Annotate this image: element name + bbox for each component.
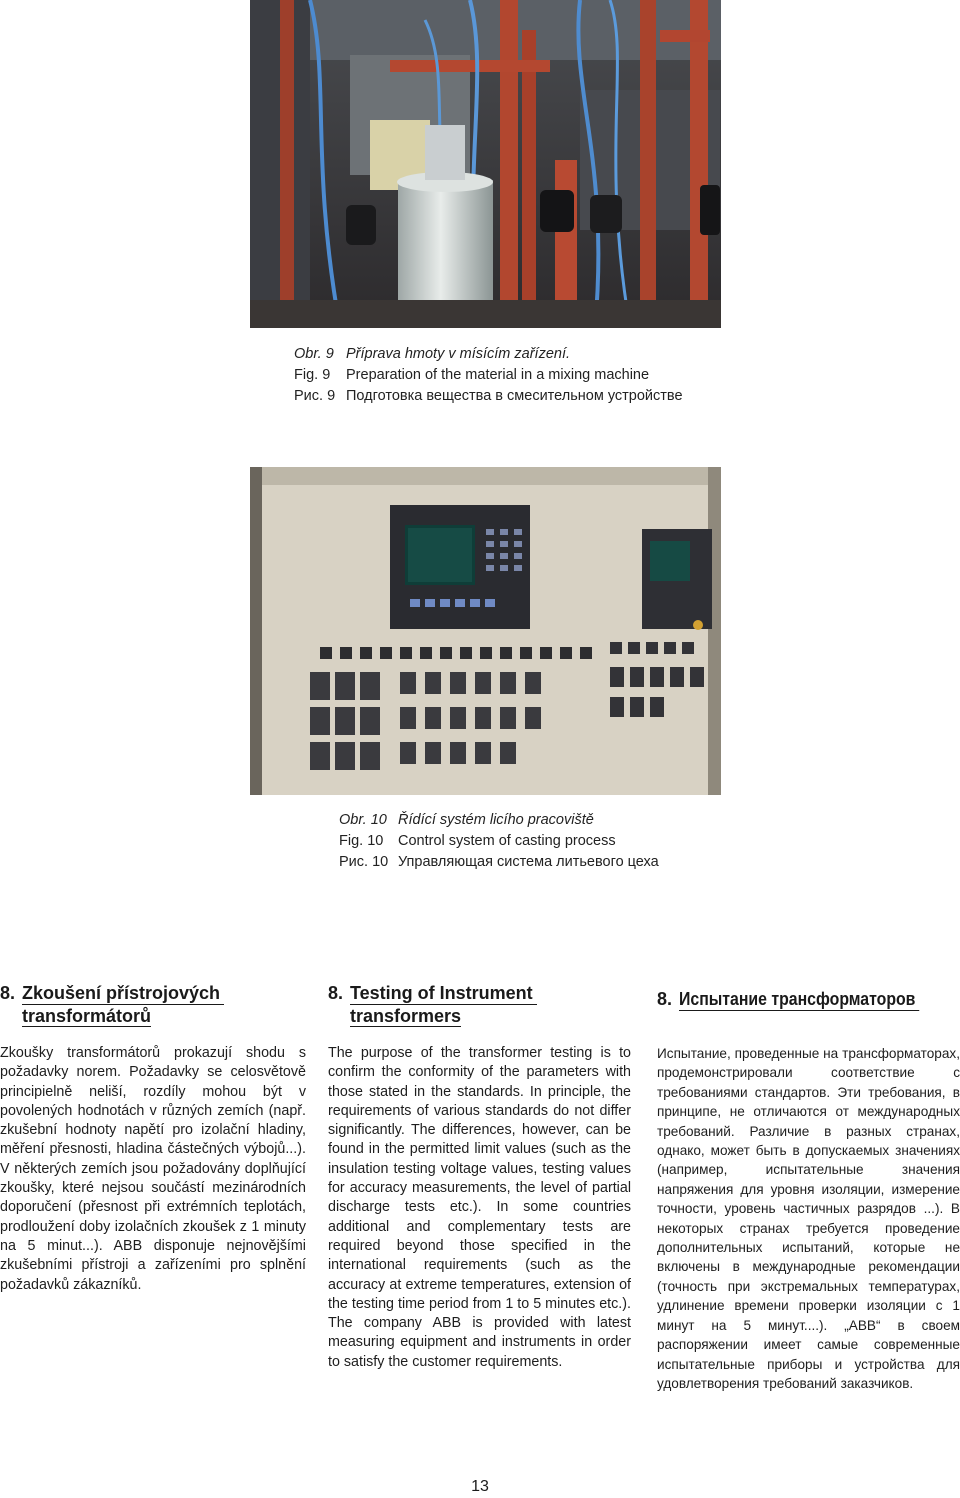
caption-label: Obr. 9 bbox=[294, 346, 334, 362]
control-panel-photo bbox=[250, 467, 721, 795]
section-number: 8. bbox=[328, 983, 344, 1003]
figure-9-caption bbox=[294, 344, 683, 407]
caption-row-ru bbox=[294, 386, 683, 407]
section-number: 8. bbox=[0, 983, 16, 1003]
section-title-line1: Испытание трансформаторов bbox=[679, 988, 919, 1011]
mixing-machine-photo bbox=[250, 0, 721, 328]
section-body-ru: Испытание, проведенные на трансформаторах, продемонстрировали соответствие с требованиями стандартов. Эти требования, в принципе, не отличаются от международных требований. Различие в разных странах, однако, может быть в допускаемых значениях (например, испытательные значения напряжения для уровня изоляции, измерение точности, уровень частичных разрядов ...). В некоторых странах требуется проведение дополнительных испытаний, которые не включены в международные рекомендации (точность при экстремальных температурах, удлинение времени проверки изоляции с 1 минут на 5 минут....). „ABB“ в своем распоряжении имеет самые современные испытательные приборы и устройства для удовлетворения требований заказчиков. bbox=[657, 1046, 960, 1391]
section-body-en: The purpose of the transformer testing is to confirm the conformity of the parameters with those stated in the standards. In principle, the requirements of various standards do not differ significantly. The differences, however, can be found in the permitted limit values (such as the insulation testing voltage values, testing values for accuracy measurements, the level of partial discharge tests etc.). In some countries additional and complementary tests are required beyond those specified in the international requirements (such as the accuracy at extreme temperatures, extension of the testing time period from 1 to 5 minutes etc.). The company ABB is provided with latest measuring equipment and instruments in order to satisfy the customer requirements. bbox=[328, 1045, 631, 1370]
section-title-line2: transformátorů bbox=[22, 1006, 152, 1026]
caption-text: Подготовка вещества в смесительном устройстве bbox=[346, 388, 683, 404]
caption-label: Fig. 10 bbox=[339, 833, 384, 849]
caption-text: Управляющая система литьевого цеха bbox=[398, 854, 659, 870]
caption-text: Control system of casting process bbox=[398, 833, 616, 849]
caption-text: Preparation of the material in a mixing machine bbox=[346, 367, 650, 383]
caption-label: Fig. 9 bbox=[294, 367, 331, 383]
caption-label: Рис. 9 bbox=[294, 388, 336, 404]
section-title-line1: Zkoušení přístrojových bbox=[22, 982, 224, 1005]
caption-row-cz bbox=[294, 344, 683, 365]
section-heading-ru bbox=[657, 988, 952, 1011]
caption-row-ru bbox=[339, 852, 659, 873]
caption-text: Řídící systém licího pracoviště bbox=[398, 812, 594, 828]
caption-row-en bbox=[339, 831, 659, 852]
section-heading-en bbox=[328, 982, 537, 1027]
caption-row-cz bbox=[339, 810, 659, 831]
caption-row-en bbox=[294, 365, 683, 386]
section-heading-cz bbox=[0, 982, 224, 1027]
page-number: 13 bbox=[471, 1478, 489, 1495]
caption-label: Obr. 10 bbox=[339, 812, 387, 828]
section-title-line2: transformers bbox=[350, 1006, 462, 1026]
caption-label: Рис. 10 bbox=[339, 854, 389, 870]
section-number: 8. bbox=[657, 989, 673, 1009]
section-title-line1: Testing of Instrument bbox=[350, 982, 537, 1005]
caption-text: Příprava hmoty v mísícím zařízení. bbox=[346, 346, 570, 362]
section-body-cz: Zkoušky transformátorů prokazují shodu s požadavky norem. Požadavky se celosvětově principielně neliší, rozdíly mohou být v povolených hodnotách v různých zemích (např. zkušební hodnoty napětí pro izolační hladiny, měření přesnosti, hladina částečných výbojů...). V některých zemích jsou požadovány doplňující zkoušky, které nejsou součástí mezinárodních doporučení (přesnost při extrémních teplotách, prodloužení doby izolačních zkoušek z 1 minuty na 5 minut...). ABB disponuje nejnovějšími zkušebními přístroji a zařízeními pro splnění požadavků zákazníků. bbox=[0, 1045, 306, 1293]
figure-10-caption bbox=[339, 810, 659, 873]
